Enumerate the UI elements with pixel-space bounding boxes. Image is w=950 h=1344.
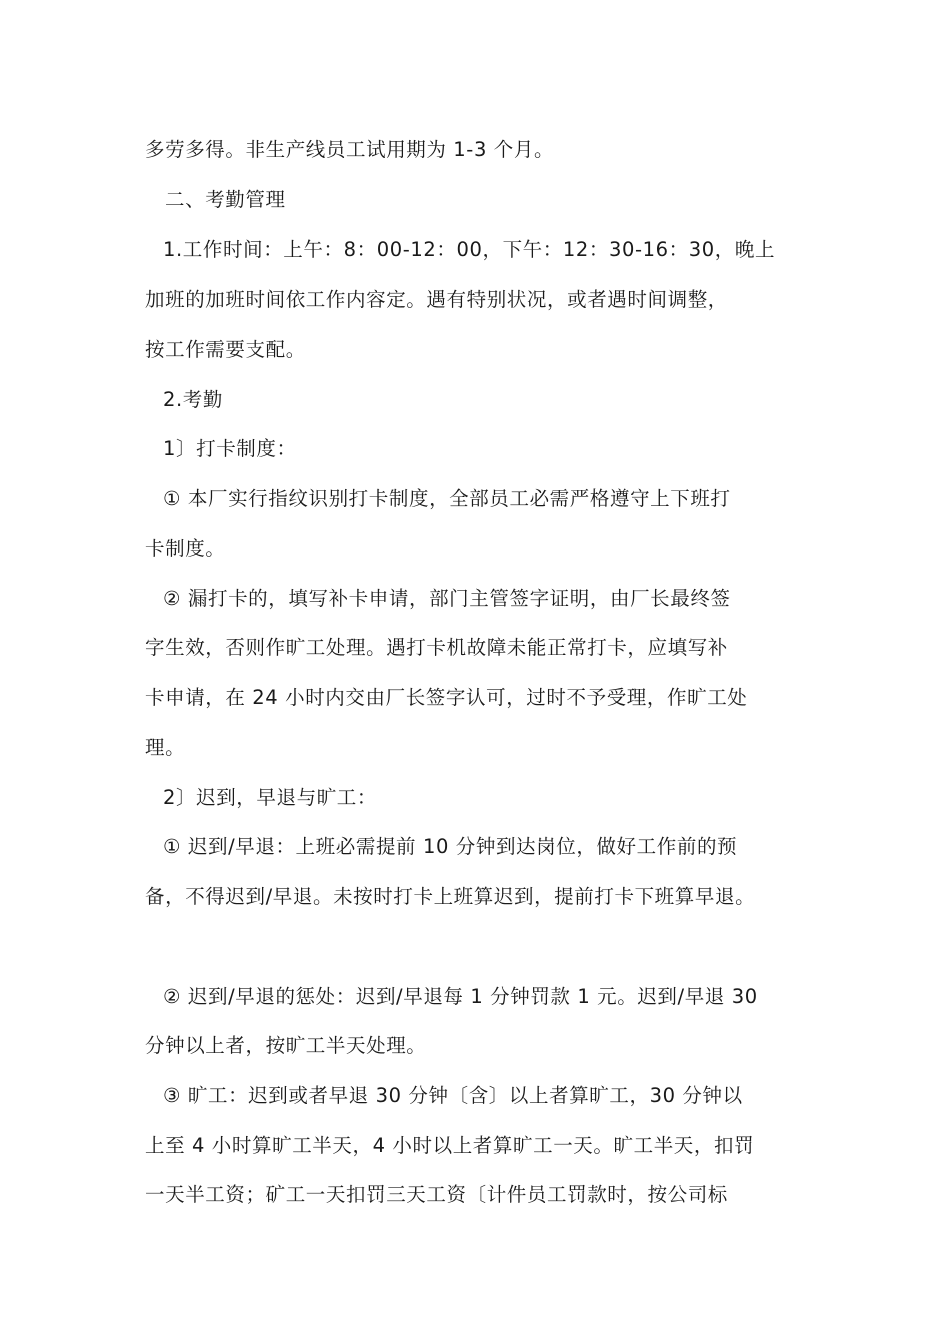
text-line: 加班的加班时间依工作内容定。遇有特别状况，或者遇时间调整， (145, 288, 728, 311)
text-line: 上至 4 小时算旷工半天，4 小时以上者算旷工一天。旷工半天，扣罚 (145, 1134, 755, 1157)
text-line: ① 本厂实行指纹识别打卡制度，全部员工必需严格遵守上下班打 (163, 487, 731, 510)
text-line: 一天半工资；矿工一天扣罚三天工资〔计件员工罚款时，按公司标 (145, 1183, 728, 1206)
text-line: ③ 旷工：迟到或者早退 30 分钟〔含〕以上者算旷工，30 分钟以 (163, 1084, 743, 1107)
text-line: 理。 (145, 736, 186, 759)
text-line: 备，不得迟到/早退。未按时打卡上班算迟到，提前打卡下班算早退。 (145, 885, 756, 908)
text-line: 按工作需要支配。 (145, 338, 306, 361)
text-line: 分钟以上者，按旷工半天处理。 (145, 1034, 427, 1057)
text-line: ② 迟到/早退的惩处：迟到/早退每 1 分钟罚款 1 元。迟到/早退 30 (163, 985, 758, 1008)
text-line: ② 漏打卡的，填写补卡申请，部门主管签字证明，由厂长最终签 (163, 587, 731, 610)
subsection-heading: 2〕迟到，早退与旷工： (163, 786, 378, 809)
text-line: ① 迟到/早退：上班必需提前 10 分钟到达岗位，做好工作前的预 (163, 835, 738, 858)
text-line: 卡制度。 (145, 537, 226, 560)
text-line: 1.工作时间：上午：8：00-12：00，下午：12：30-16：30，晚上 (163, 238, 776, 261)
section-heading: 二、考勤管理 (165, 188, 286, 211)
text-line: 卡申请，在 24 小时内交由厂长签字认可，过时不予受理，作旷工处 (145, 686, 748, 709)
text-line: 多劳多得。非生产线员工试用期为 1-3 个月。 (145, 138, 555, 161)
text-line: 字生效，否则作旷工处理。遇打卡机故障未能正常打卡，应填写补 (145, 636, 728, 659)
subsection-heading: 1〕打卡制度： (163, 437, 297, 460)
subsection-heading: 2.考勤 (163, 388, 224, 411)
